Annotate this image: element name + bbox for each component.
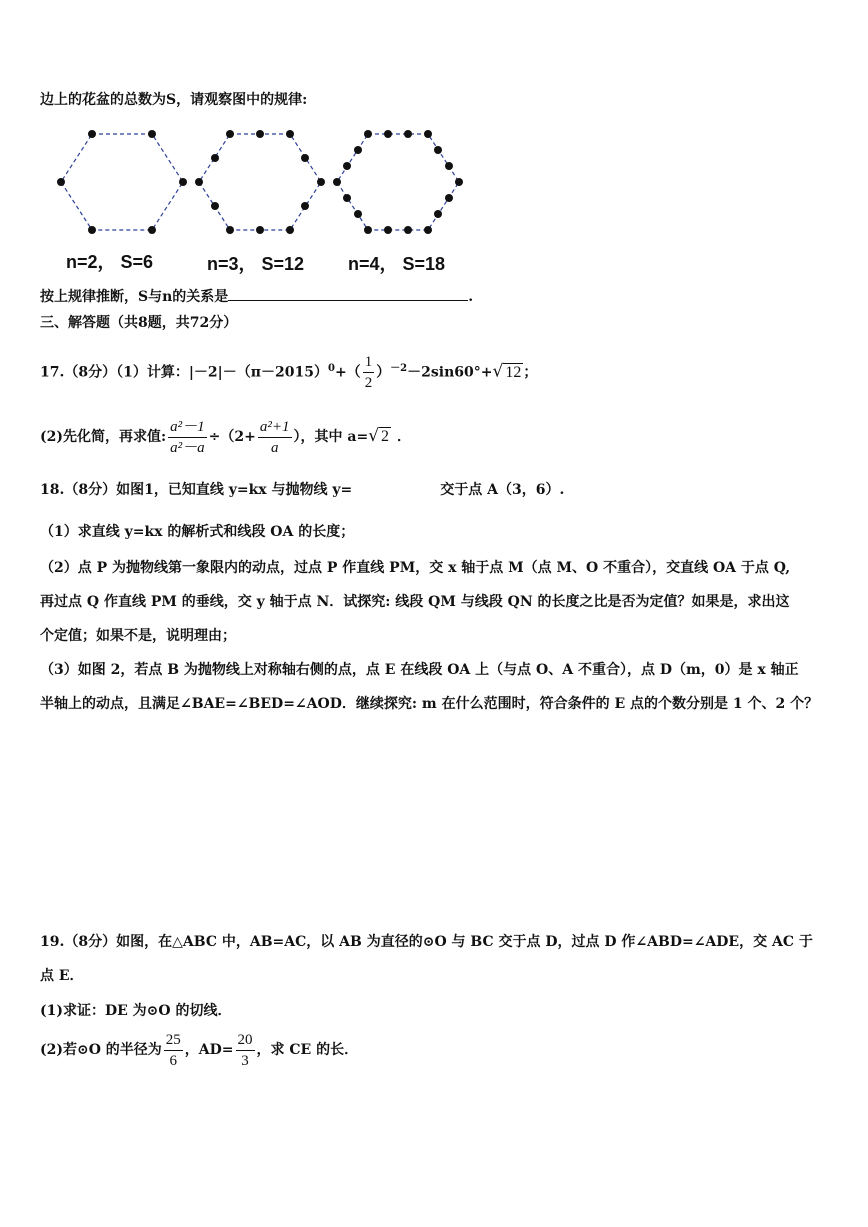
answer-blank [228, 284, 468, 301]
q18-part2-line3: 个定值；如果不是，说明理由； [40, 628, 236, 644]
fraction-ad: $\frac{20}{3}$ [237, 1031, 253, 1069]
q17-part1: 17.（8分）（1）计算：$|-2|-(\pi-2015)^0+$（ $\frac{1}{2}$ ）$^{-2}$－2sin60°+√ 12 ； [40, 354, 538, 392]
q18-part2-line2: 再过点 Q 作直线 PM 的垂线，交 y 轴于点 N．试探究: 线段 QM 与线段 QN 的长度之比是否为定值？如果是，求出这 [40, 594, 790, 610]
intro-text: 边上的花盆的总数为S，请观察图中的规律: [40, 92, 308, 108]
hexagon-n3 [199, 134, 321, 230]
q18-part1: （1）求直线 y=kx 的解析式和线段 OA 的长度； [40, 524, 355, 540]
fraction-expr-1: $\frac{\text{a²－1}}{\text{a²－a}}$ [170, 418, 205, 456]
caption-n4: n=4， S=18 [348, 254, 446, 274]
caption-n2: n=2， S=6 [66, 252, 154, 272]
fraction-expr-2: $\frac{\text{a²+1}}{a}$ [259, 418, 290, 456]
sqrt-2: 2 [381, 428, 390, 445]
hexagon-pattern-figure [0, 118, 868, 258]
q18-part2-line1: （2）点 P 为抛物线第一象限内的动点，过点 P 作直线 PM，交 x 轴于点 M（点 M、O 不重合），交直线 OA 于点 Q, [40, 560, 791, 576]
q18-part3-line1: （3）如图 2，若点 B 为抛物线上对称轴右侧的点，点 E 在线段 OA 上（与点 O、A 不重合），点 D（m，0）是 x 轴正 [40, 662, 799, 678]
fraction-one-half: $\frac{1}{2}$ [364, 354, 373, 392]
section-heading: 三、解答题（共8题，共72分） [40, 315, 238, 331]
q16-text: 按上规律推断，S与n的关系是 [40, 289, 229, 305]
hexagon-n2 [61, 134, 183, 230]
sqrt-12: 12 [505, 363, 522, 381]
q19-part1: (1)求证：DE 为⊙O 的切线． [40, 1003, 232, 1019]
caption-n3: n=3， S=12 [207, 254, 305, 274]
q17-part2: (2)先化简，再求值: $\frac{\text{a²－1}}{\text{a²－a}}$ ÷（2+ $\frac{\text{a²+1}}{a}$ ），其中 a=√ 2 ． [40, 418, 412, 456]
q19-head-line2: 点 E． [40, 968, 84, 984]
fraction-radius: $\frac{25}{6}$ [165, 1031, 181, 1069]
q18-head: 18.（8分）如图1，已知直线 y=kx 与抛物线 y= 交于点 A（3，6）. [40, 482, 565, 498]
q19-part2: (2)若⊙O 的半径为 $\frac{25}{6}$ ，AD= $\frac{20}{3}$ ，求 CE 的长． [40, 1031, 359, 1069]
q19-head-line1: 19.（8分）如图，在△ABC 中，AB=AC，以 AB 为直径的⊙O 与 BC 交于点 D，过点 D 作∠ABD=∠ADE，交 AC 于 [40, 934, 813, 950]
q16-conclusion: 按上规律推断，S与n的关系是 . [40, 284, 473, 308]
q18-part3-line2: 半轴上的动点，且满足∠BAE=∠BED=∠AOD．继续探究: m 在什么范围时，符合条件的 E 点的个数分别是 1 个、2 个？ [40, 696, 819, 712]
